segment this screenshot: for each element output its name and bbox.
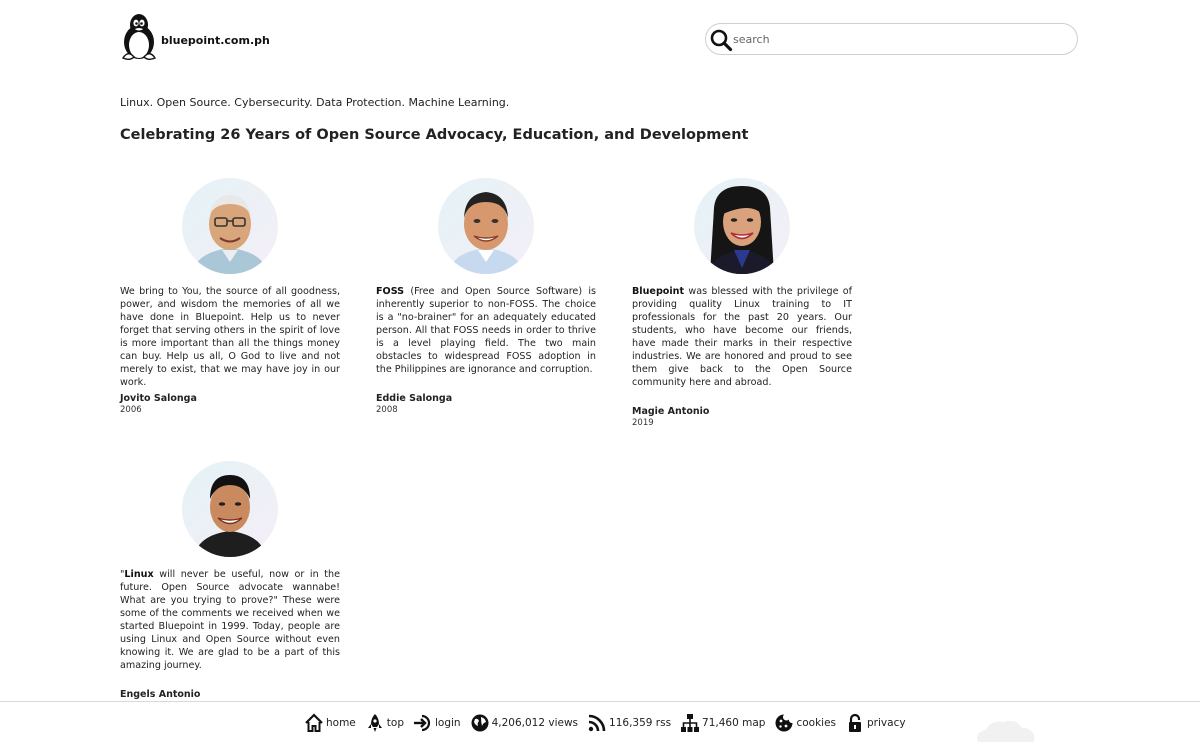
author-year: 2008 [376, 405, 398, 415]
avatar-jovito-salonga [182, 178, 278, 274]
sitemap-icon [680, 713, 700, 733]
rocket-icon [365, 713, 385, 733]
tagline: Linux. Open Source. Cybersecurity. Data Protection. Machine Learning. [120, 96, 510, 109]
avatar-magie-antonio [694, 178, 790, 274]
login-icon [413, 713, 433, 733]
cookie-icon [774, 713, 794, 733]
page-headline: Celebrating 26 Years of Open Source Advocacy, Education, and Development [120, 127, 749, 143]
search-icon[interactable] [709, 28, 733, 52]
search-box[interactable] [705, 23, 1078, 55]
globe-icon [470, 713, 490, 733]
footer-login-link[interactable]: login [413, 713, 461, 733]
footer-top-link[interactable]: top [365, 713, 404, 733]
footer-views-link[interactable]: 4,206,012 views [470, 713, 578, 733]
footer-map-link[interactable]: 71,460 map [680, 713, 765, 733]
quote-text: We bring to You, the source of all goodness, power, and wisdom the memories of all we have done in Bluepoint. Help us to never forget that serving others in the spirit of love is more important than all the things money can buy. Help us all, O God to live and not merely to exist, that we may have joy in our work. [120, 286, 340, 388]
author-name: Eddie Salonga [376, 393, 453, 404]
author-name: Magie Antonio [632, 406, 710, 417]
footer-home-link[interactable]: home [304, 713, 356, 733]
footer-privacy-link[interactable]: privacy [845, 713, 906, 733]
home-icon [304, 713, 324, 733]
avatar-eddie-salonga [438, 178, 534, 274]
author-name: Jovito Salonga [120, 393, 197, 404]
author-year: 2019 [632, 418, 654, 428]
quote-text: "Linux will never be useful, now or in the future. Open Source advocate wannabe! What are you trying to prove?" These were some of the comments we received when we started Bluepoint in 1999. Today, people are using Linux and Open Source without even knowing it. We are glad to be a part of this amazing journey. [120, 569, 340, 671]
footer-cookies-link[interactable]: cookies [774, 713, 836, 733]
cloud-icon [972, 716, 1038, 746]
lock-icon [845, 713, 865, 733]
author-year: 2006 [120, 405, 142, 415]
search-input[interactable] [733, 29, 1063, 49]
footer-rss-link[interactable]: 116,359 rss [587, 713, 671, 733]
avatar-engels-antonio [182, 461, 278, 557]
quote-text: FOSS (Free and Open Source Software) is inherently superior to non-FOSS. The choice is a "no-brainer" for an adequately educated person. All that FOSS needs in order to thrive is a level playing field. The two main obstacles to widespread FOSS adoption in the Philippines are ignorance and corruption. [376, 286, 596, 375]
author-name: Engels Antonio [120, 689, 201, 700]
header [0, 0, 1200, 80]
quote-text: Bluepoint was blessed with the privilege of providing quality Linux training to IT professionals for the past 20 years. Our students, who have become our friends, have made their marks in their respective industries. We are honored and proud to see them give back to the Open Source community here and abroad. [632, 286, 852, 388]
site-name[interactable]: bluepoint.com.ph [161, 34, 270, 47]
tux-logo-icon[interactable] [119, 12, 159, 62]
rss-icon [587, 713, 607, 733]
